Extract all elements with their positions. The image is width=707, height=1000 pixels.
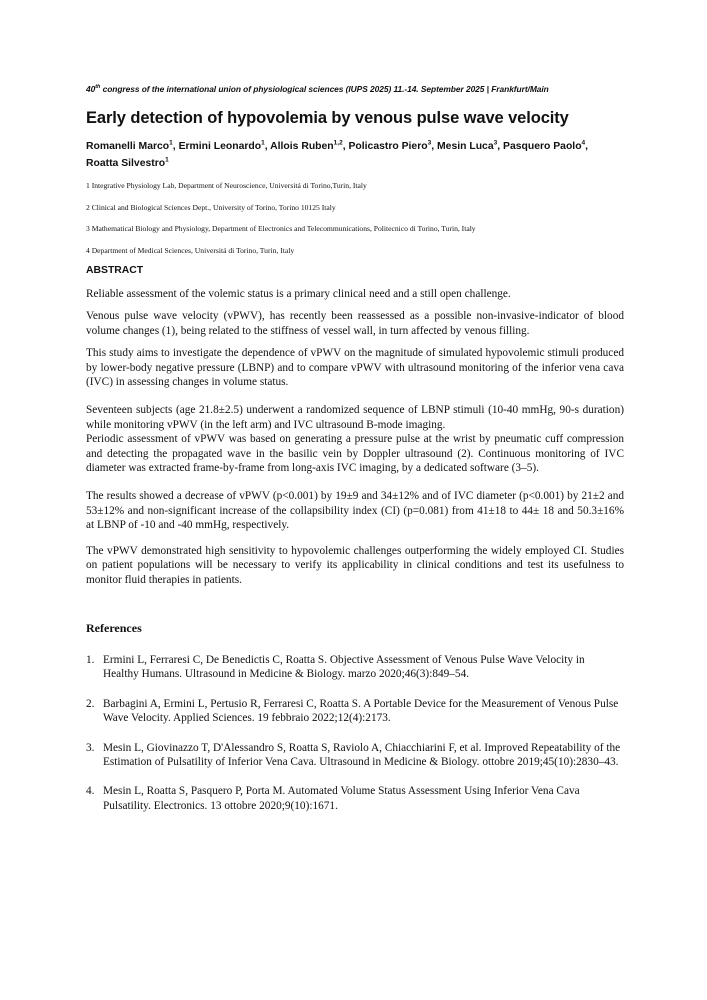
author: Mesin Luca$^3$, (437, 139, 504, 152)
author: Pasquero Paolo$^4$, (503, 139, 589, 152)
reference-text: Barbagini A, Ermini L, Pertusio R, Ferraresi C, Roatta S. A Portable Device for the Measurement of Venous Pulse Wave Velocity. Applied Sciences. 19 febbraio 2022;12(4):2173. (103, 697, 619, 725)
affiliation: 4 Department of Medical Sciences, Universitá di Torino, Turin, Italy (86, 245, 295, 255)
paper-title: Early detection of hypovolemia by venous pulse wave velocity (86, 109, 569, 127)
congress-text: congress of the international union of physiological sciences (IUPS 2025) 11.-14. September 2025 | Frankfurt/Main (100, 84, 549, 94)
abstract-paragraph: Reliable assessment of the volemic status is a primary clinical need and a still open challenge. (86, 288, 511, 300)
author-list (86, 138, 606, 172)
author: Allois Ruben$^{1,2}$, (270, 139, 349, 152)
reference-text: Mesin L, Roatta S, Pasquero P, Porta M. Automated Volume Status Assessment Using Inferior Vena Cava Pulsatility. Electronics. 13 ottobre 2020;9(10):1671. (103, 785, 580, 812)
author-affiliation-mark: 1 (169, 139, 173, 147)
author-affiliation-mark: 3 (493, 139, 498, 147)
reference-number: 4. (86, 785, 95, 798)
abstract-paragraph: Venous pulse wave velocity (vPWV), has recently been reassessed as a possible non-invasive-indicator of blood volume changes (1), being related to the stiffness of vessel wall, in turn affected by venous filling. (86, 310, 624, 337)
abstract-paragraph: Seventeen subjects (age 21.8±2.5) underwent a randomized sequence of LBNP stimuli (10-40 mmHg, 90-s duration) while monitoring vPWV (in the left arm) and IVC ultrasound B-mode imaging. (86, 404, 624, 431)
document-page (86, 84, 624, 828)
author: Ermini Leonardo$^1$, (178, 139, 271, 152)
reference-number: 3. (86, 741, 95, 754)
affiliation: 3 Mathematical Biology and Physiology, Department of Electronics and Telecommunications, Politecnico di Torino, Turin, Italy (86, 224, 476, 233)
reference-item (86, 697, 623, 726)
author: Policastro Piero$^3$, (348, 139, 438, 152)
references-list (86, 653, 624, 813)
reference-item (86, 653, 623, 682)
affiliation-list (86, 180, 624, 266)
abstract-paragraph: This study aims to investigate the dependence of vPWV on the magnitude of simulated hypovolemic stimuli produced by lower-body negative pressure (LBNP) and to compare vPWV with ultrasound monitoring of the inferior vena cava (IVC) in assessing changes in volume status. (86, 347, 624, 389)
author-affiliation-mark: 1 (261, 139, 265, 147)
reference-number: 2. (86, 697, 95, 710)
reference-item (86, 741, 623, 770)
author: Romanelli Marco$^1$, (86, 139, 179, 152)
abstract-paragraph: Periodic assessment of vPWV was based on generating a pressure pulse at the wrist by pneumatic cuff compression and detecting the propagated wave in the basilic vein by Doppler ultrasound (2). Continuous monitoring of IVC diameter was extracted frame-by-frame from long-axis IVC imaging, by a dedicated software (3–5). (86, 433, 624, 475)
abstract-heading: ABSTRACT (86, 265, 144, 276)
reference-text: Ermini L, Ferraresi C, De Benedictis C, Roatta S. Objective Assessment of Venous Pulse Wave Velocity in Healthy Humans. Ultrasound in Medicine & Biology. marzo 2020;46(3):849–54. (103, 653, 585, 681)
author-affiliation-mark: 1 (165, 156, 169, 164)
author: Roatta Silvestro$^1$ (86, 156, 169, 169)
congress-ordinal-suffix: th (95, 84, 101, 91)
references-heading: References (86, 620, 142, 635)
abstract-paragraph: The vPWV demonstrated high sensitivity to hypovolemic challenges outperforming the widely employed CI. Studies on patient populations will be necessary to verify its applicability in clinical conditions and test its usefulness to monitor fluid therapies in patients. (86, 544, 624, 586)
congress-ordinal: 40 (86, 84, 96, 94)
congress-header (86, 84, 624, 94)
reference-number: 1. (86, 653, 95, 666)
affiliation: 1 Integrative Physiology Lab, Department of Neuroscience, Universitá di Torino,Turin, Italy (86, 181, 367, 190)
author-affiliation-mark: 4 (581, 139, 586, 147)
abstract-paragraph: The results showed a decrease of vPWV (p<0.001) by 19±9 and 34±12% and of IVC diameter (p<0.001) by 21±2 and 53±12% and non-significant increase of the collapsibility index (CI) (p=0.081) from 41±18 to 44± 18 and 50.3±16% at LBNP of -10 and -40 mmHg, respectively. (86, 490, 624, 532)
reference-text: Mesin L, Giovinazzo T, D'Alessandro S, Roatta S, Raviolo A, Chiacchiarini F, et al. Improved Repeatability of the Estimation of Pulsatility of Inferior Vena Cava. Ultrasound in Medicine & Biology. ottobre 2019;45(10):2830–43. (103, 741, 621, 768)
affiliation: 2 Clinical and Biological Sciences Dept., University of Torino, Torino 10125 Italy (86, 202, 336, 212)
author-affiliation-mark: 1,2 (333, 139, 343, 147)
author-affiliation-mark: 3 (427, 139, 432, 147)
reference-item (86, 784, 623, 813)
